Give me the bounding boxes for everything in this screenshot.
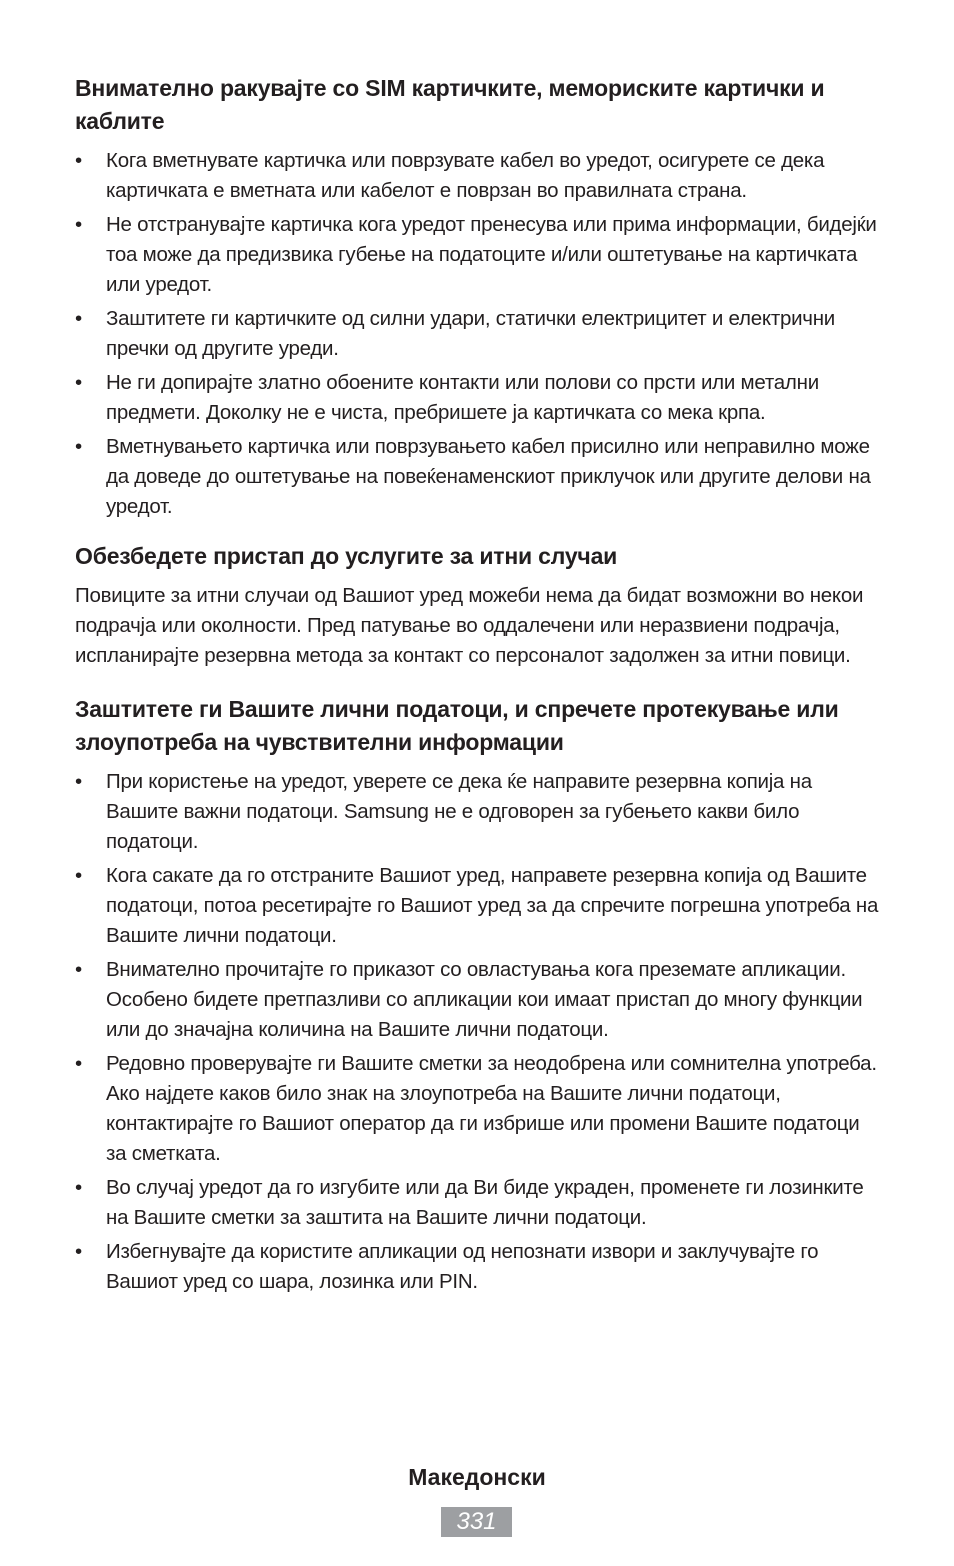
bullet-icon: • xyxy=(75,307,82,330)
list-item xyxy=(75,146,885,206)
list-item xyxy=(75,432,885,522)
list-item-text: Внимателно прочитајте го приказот со овластувања кога преземате апликации. Особено бидете претпазливи со апликации кои имаат пристап до многу функции или до значајна количина на Вашите лични податоци. xyxy=(106,958,863,1041)
list-item-text: Кога сакате да го отстраните Вашиот уред, направете резервна копија од Вашите податоци, потоа ресетирајте го Вашиот уред за да спречите погрешна употреба на Вашите лични податоци. xyxy=(106,864,879,947)
list-item-text: Редовно проверувајте ги Вашите сметки за неодобрена или сомнителна употреба. Ако најдете каков било знак на злоупотреба на Вашите лични податоци, контактирајте го Вашиот оператор да ги избрише или промени Вашите податоци за сметката. xyxy=(106,1052,877,1165)
list-item-text: Не отстранувајте картичка кога уредот пренесува или прима информации, бидејќи тоа може да предизвика губење на податоците и/или оштетување на картичката или уредот. xyxy=(106,213,877,296)
bullet-list xyxy=(75,767,885,1297)
list-item xyxy=(75,767,885,857)
list-item xyxy=(75,304,885,364)
bullet-icon: • xyxy=(75,149,82,172)
bullet-icon: • xyxy=(75,213,82,236)
bullet-icon: • xyxy=(75,864,82,887)
bullet-icon: • xyxy=(75,1240,82,1263)
list-item-text: Избегнувајте да користите апликации од непознати извори и заклучувајте го Вашиот уред со шара, лозинка или PIN. xyxy=(106,1240,819,1293)
section-paragraph: Повиците за итни случаи од Вашиот уред можеби нема да бидат возможни во некои подрачја или околности. Пред патување во оддалечени или неразвиени подрачја, испланирајте резервна метода за контакт со персоналот задолжен за итни повици. xyxy=(75,584,864,667)
document-page xyxy=(75,72,885,1317)
bullet-icon: • xyxy=(75,958,82,981)
bullet-icon: • xyxy=(75,1052,82,1075)
list-item-text: Вметнувањето картичка или поврзувањето кабел присилно или неправилно може да доведе до оштетување на повеќенаменскиот приклучок или другите делови на уредот. xyxy=(106,435,871,518)
list-item-text: Кога вметнувате картичка или поврзувате кабел во уредот, осигурете се дека картичката е вметната или кабелот е поврзан во правилната страна. xyxy=(106,149,825,202)
list-item xyxy=(75,1049,885,1169)
list-item xyxy=(75,1173,885,1233)
section-personal-data xyxy=(75,693,885,1297)
list-item xyxy=(75,1237,885,1297)
list-item xyxy=(75,955,885,1045)
footer-language-label: Македонски xyxy=(408,1464,546,1490)
bullet-list xyxy=(75,146,885,522)
bullet-icon: • xyxy=(75,371,82,394)
page-number-badge: 331 xyxy=(441,1507,512,1537)
bullet-icon: • xyxy=(75,1176,82,1199)
list-item-text: Не ги допирајте златно обоените контакти или полови со прсти или метални предмети. Доколку не е чиста, пребришете ја картичката со мека крпа. xyxy=(106,371,819,424)
section-heading: Обезбедете пристап до услугите за итни случаи xyxy=(75,543,618,569)
list-item-text: При користење на уредот, уверете се дека ќе направите резервна копија на Вашите важни податоци. Samsung не е одговорен за губењето какви било податоци. xyxy=(106,770,812,853)
list-item-text: Заштитете ги картичките од силни удари, статички електрицитет и електрични пречки од другите уреди. xyxy=(106,307,836,360)
list-item xyxy=(75,210,885,300)
section-emergency-services xyxy=(75,540,885,671)
list-item-text: Во случај уредот да го изгубите или да Ви биде украден, променете ги лозинките на Вашите сметки за заштита на Вашите лични податоци. xyxy=(106,1176,864,1229)
section-sim-cards xyxy=(75,72,885,522)
bullet-icon: • xyxy=(75,435,82,458)
list-item xyxy=(75,368,885,428)
bullet-icon: • xyxy=(75,770,82,793)
list-item xyxy=(75,861,885,951)
section-heading: Заштитете ги Вашите лични податоци, и спречете протекување или злоупотреба на чувствителни информации xyxy=(75,696,839,755)
section-heading: Внимателно ракувајте со SIM картичките, мемориските картички и каблите xyxy=(75,75,825,134)
